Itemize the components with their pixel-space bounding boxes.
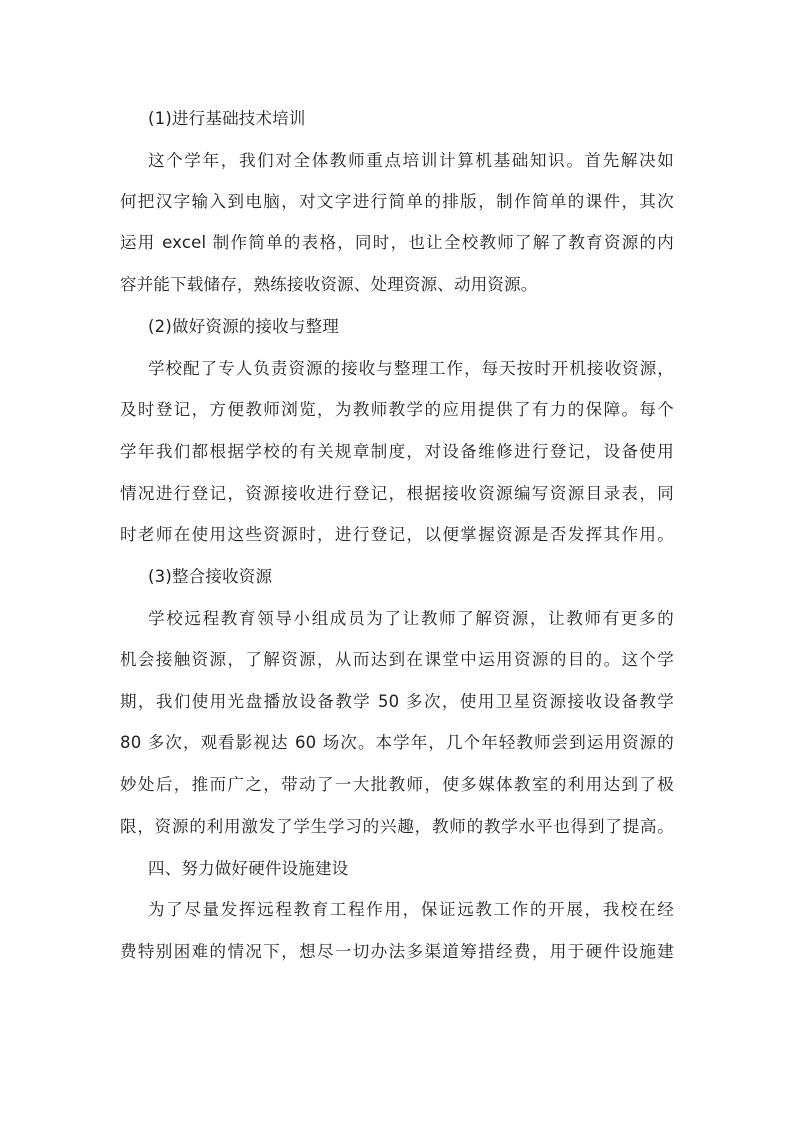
paragraph-line: 费特别困难的情况下，想尽一切办法多渠道筹措经费，用于硬件设施建 (120, 942, 674, 961)
paragraph-line: 学校配了专人负责资源的接收与整理工作，每天按时开机接收资源， (148, 359, 674, 378)
section-heading-integrate-resources: (3)整合接收资源 (148, 567, 273, 586)
paragraph-line: 这个学年，我们对全体教师重点培训计算机基础知识。首先解决如 (148, 151, 674, 170)
section-heading-hardware-construction: 四、努力做好硬件设施建设 (148, 859, 349, 878)
paragraph-line: 期，我们使用光盘播放设备教学 50 多次，使用卫星资源接收设备教学 (120, 692, 674, 711)
paragraph-line: 容并能下载储存，熟练接收资源、处理资源、动用资源。 (120, 275, 538, 294)
paragraph-line: 妙处后，推而广之，带动了一大批教师，使多媒体教室的利用达到了极 (120, 775, 674, 794)
paragraph-line: 为了尽量发挥远程教育工程作用，保证远教工作的开展，我校在经 (148, 900, 674, 919)
paragraph-line: 及时登记，方便教师浏览，为教师教学的应用提供了有力的保障。每个 (120, 400, 674, 419)
paragraph-line: 情况进行登记，资源接收进行登记，根据接收资源编写资源目录表，同 (120, 484, 674, 503)
section-heading-resource-receiving: (2)做好资源的接收与整理 (148, 317, 339, 336)
paragraph-line: 80 多次，观看影视达 60 场次。本学年，几个年轻教师尝到运用资源的 (120, 733, 674, 752)
paragraph-line: 限，资源的利用激发了学生学习的兴趣，教师的教学水平也得到了提高。 (120, 817, 674, 836)
paragraph-line: 机会接触资源，了解资源，从而达到在课堂中运用资源的目的。这个学 (120, 650, 674, 669)
paragraph-line: 运用 excel 制作简单的表格，同时，也让全校教师了解了教育资源的内 (120, 233, 674, 252)
paragraph-line: 时老师在使用这些资源时，进行登记，以便掌握资源是否发挥其作用。 (120, 525, 674, 544)
paragraph-line: 学校远程教育领导小组成员为了让教师了解资源，让教师有更多的 (148, 609, 674, 628)
paragraph-line: 学年我们都根据学校的有关规章制度，对设备维修进行登记，设备使用 (120, 442, 674, 461)
paragraph-line: 何把汉字输入到电脑，对文字进行简单的排版，制作简单的课件，其次 (120, 192, 674, 211)
section-heading-basic-training: (1)进行基础技术培训 (148, 109, 306, 128)
